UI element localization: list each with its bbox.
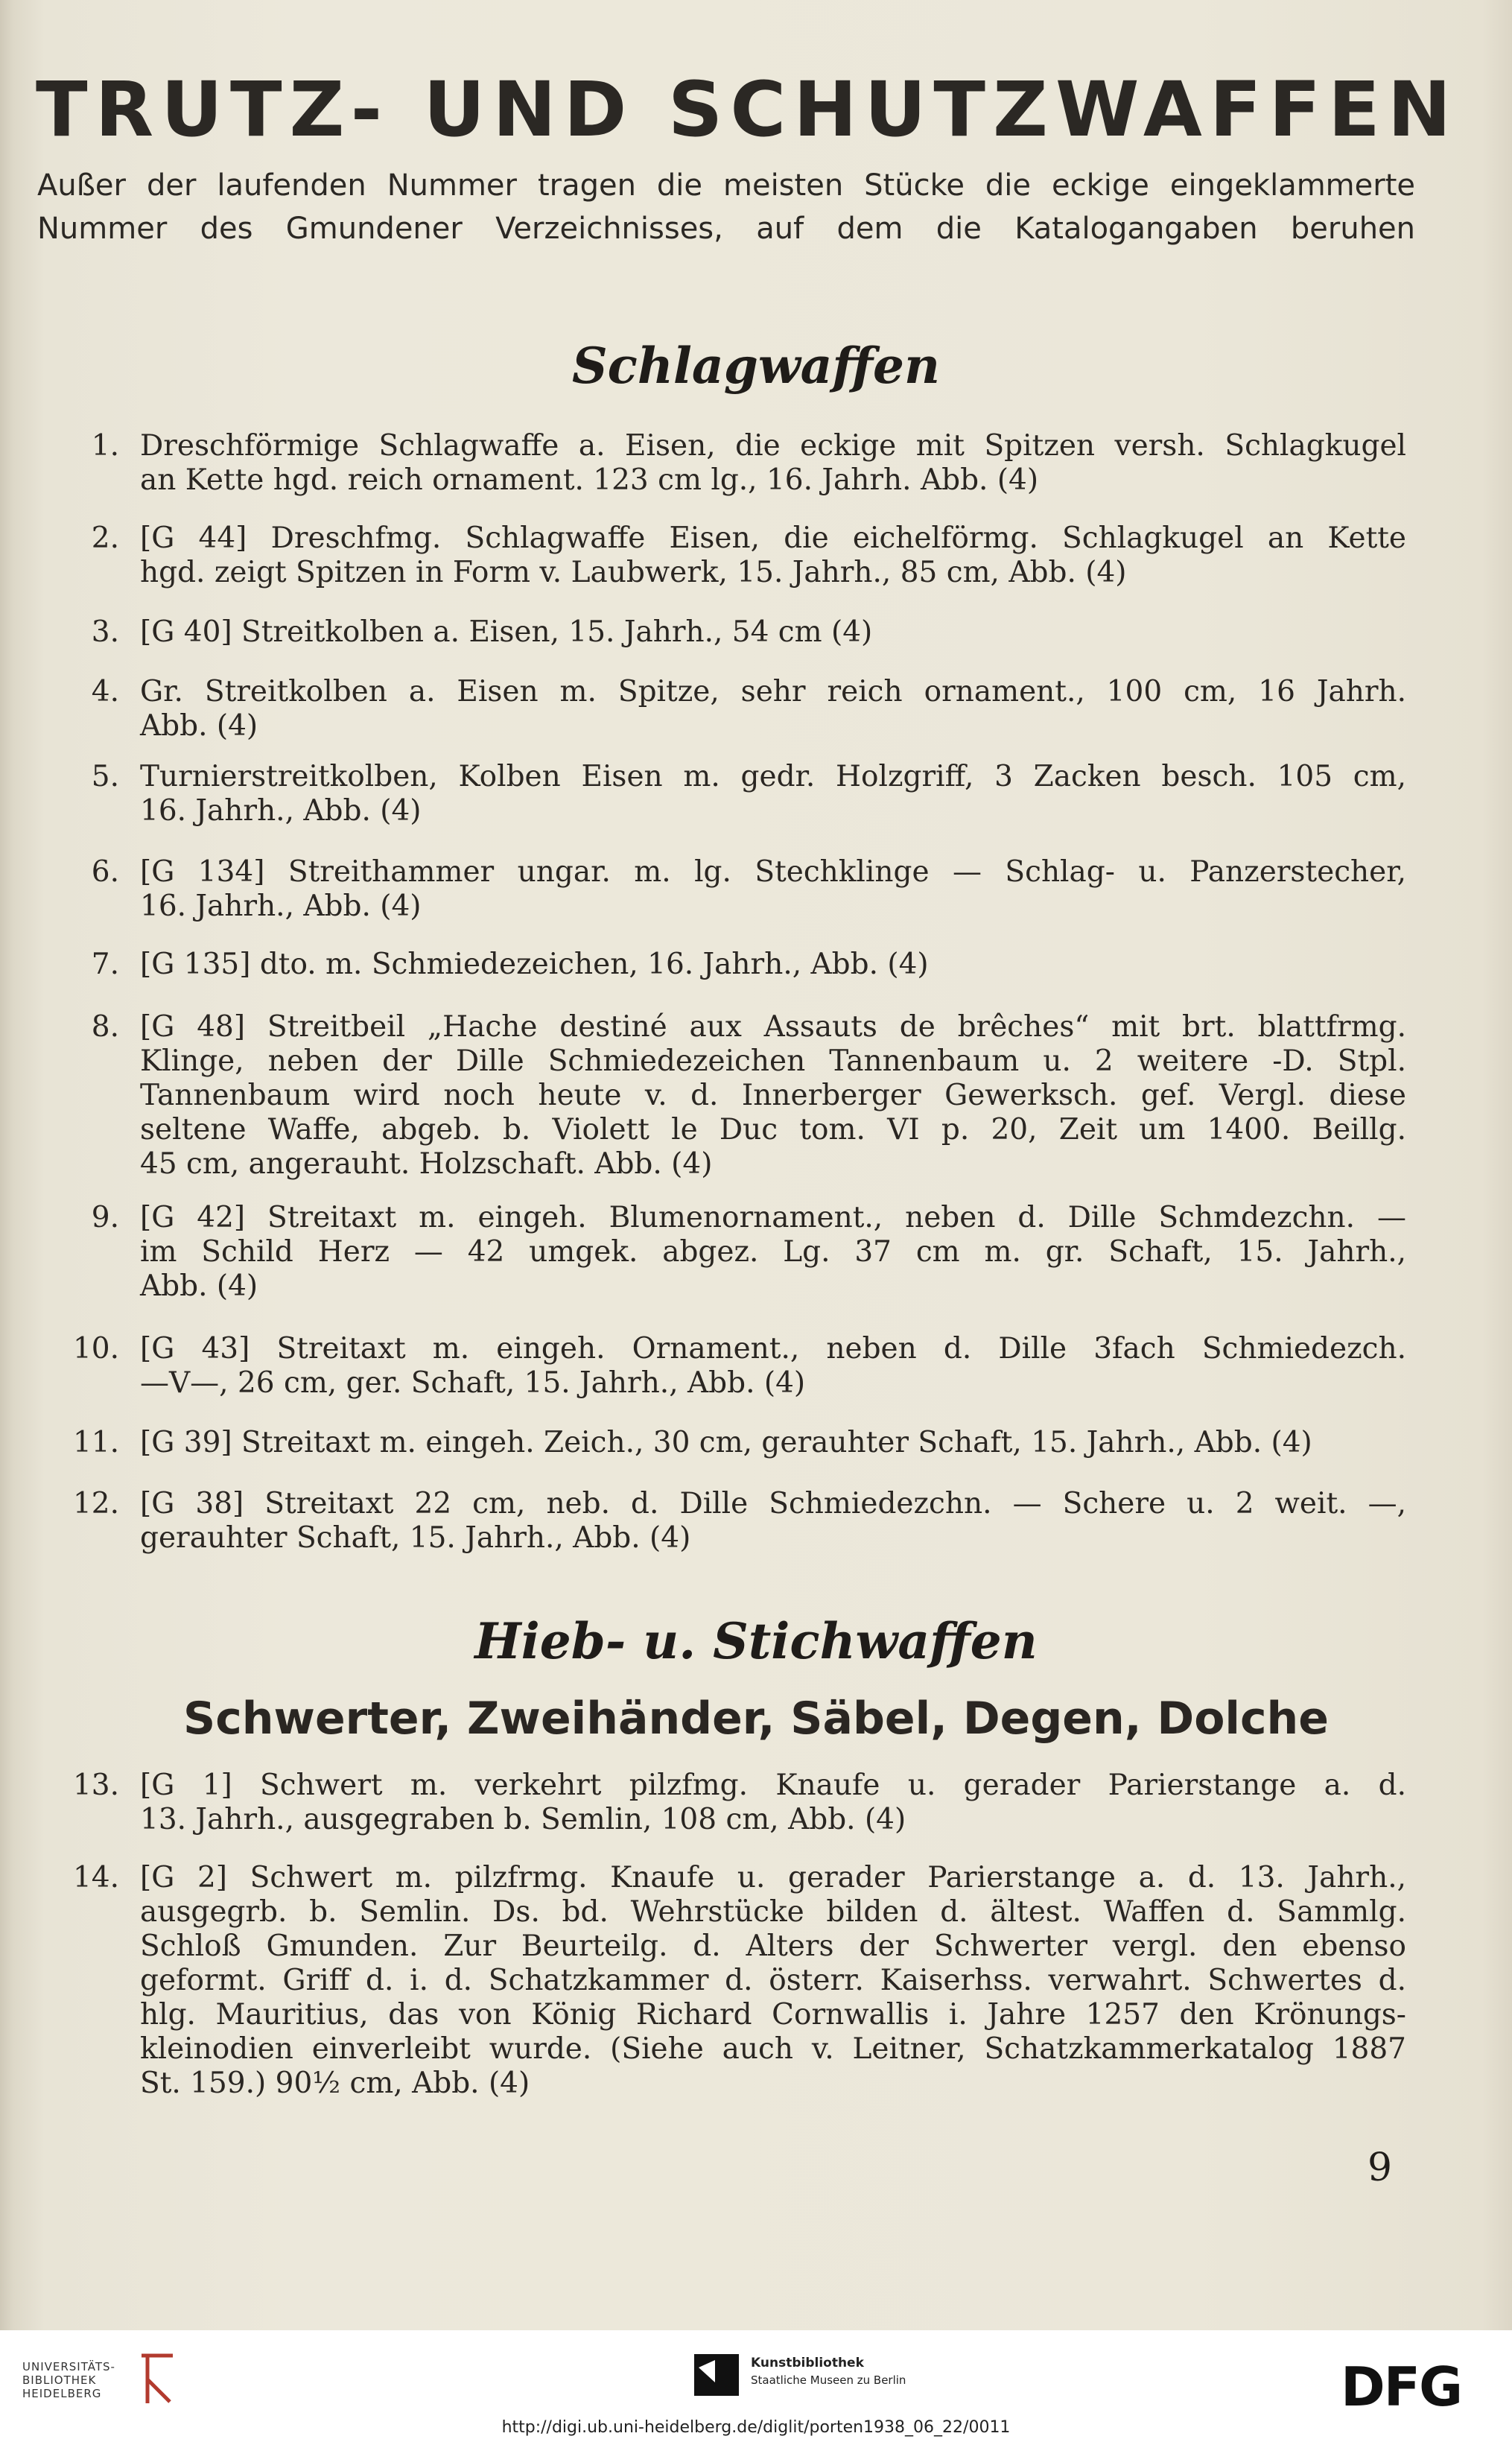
entry-line: [G 40] Streitkolben a. Eisen, 15. Jahrh., 54 cm (4): [140, 615, 873, 649]
entry-number: 2.: [91, 521, 119, 555]
entry-text: [140, 1201, 1406, 1304]
page-title: TRUTZ- UND SCHUTZWAFFEN: [36, 66, 1459, 154]
entry-text: [140, 429, 1406, 498]
entry-number: 8.: [91, 1010, 119, 1044]
entry-line: [G 1] Schwert m. verkehrt pilzfmg. Knaufe u. gerader Parierstange a. d.: [140, 1769, 1406, 1802]
entry-number: 6.: [91, 855, 119, 889]
entry-text: [140, 1487, 1406, 1555]
entry-line: —V—, 26 cm, ger. Schaft, 15. Jahrh., Abb. (4): [140, 1366, 806, 1400]
entry-line: [G 38] Streitaxt 22 cm, neb. d. Dille Schmiedezchn. — Schere u. 2 weit. —,: [140, 1487, 1406, 1520]
entry-line: hlg. Mauritius, das von König Richard Cornwallis i. Jahre 1257 den Krönungs-: [140, 1998, 1406, 2032]
entry-line: Abb. (4): [140, 709, 258, 743]
entry-text: [140, 675, 1406, 743]
entry-line: Schloß Gmunden. Zur Beurteilg. d. Alters der Schwerter vergl. den ebenso: [140, 1929, 1406, 1963]
entry-number: 12.: [72, 1487, 119, 1520]
entry-line: hgd. zeigt Spitzen in Form v. Laubwerk, 15. Jahrh., 85 cm, Abb. (4): [140, 556, 1127, 589]
entry-line: Turnierstreitkolben, Kolben Eisen m. gedr. Holzgriff, 3 Zacken besch. 105 cm,: [140, 760, 1406, 793]
university-line: UNIVERSITÄTS-: [22, 2360, 115, 2373]
entry-line: Dreschförmige Schlagwaffe a. Eisen, die eckige mit Spitzen versh. Schlagkugel: [140, 429, 1406, 463]
entry-line: [G 2] Schwert m. pilzfrmg. Knaufe u. gerader Parierstange a. d. 13. Jahrh.,: [140, 1861, 1406, 1894]
entry-line: kleinodien einverleibt wurde. (Siehe auch v. Leitner, Schatzkammerkatalog 1887: [140, 2032, 1406, 2066]
section-subheading: Schwerter, Zweihänder, Säbel, Degen, Dolche: [183, 1693, 1329, 1745]
entry-text: [140, 1426, 1406, 1460]
entry-number: 11.: [72, 1426, 119, 1459]
library-title: Kunstbibliothek: [751, 2356, 864, 2370]
entry-line: [G 134] Streithammer ungar. m. lg. Stechklinge — Schlag- u. Panzerstecher,: [140, 855, 1406, 889]
university-line: BIBLIOTHEK: [22, 2373, 97, 2387]
entry-text: [140, 521, 1406, 590]
entry-line: Tannenbaum wird noch heute v. d. Innerberger Gewerksch. gef. Vergl. diese: [140, 1079, 1406, 1112]
entry-line: gerauhter Schaft, 15. Jahrh., Abb. (4): [140, 1521, 691, 1555]
entry-line: Abb. (4): [140, 1269, 258, 1303]
entry-line: 13. Jahrh., ausgegraben b. Semlin, 108 cm, Abb. (4): [140, 1803, 906, 1836]
entry-number: 3.: [91, 615, 119, 649]
entry-line: im Schild Herz — 42 umgek. abgez. Lg. 37 cm m. gr. Schaft, 15. Jahrh.,: [140, 1235, 1406, 1269]
intro-line: Außer der laufenden Nummer tragen die meisten Stücke die eckige eingeklammerte: [37, 168, 1415, 203]
footer-bar: [0, 2330, 1512, 2442]
entry-text: [140, 1769, 1406, 1837]
entry-line: [G 44] Dreschfmg. Schlagwaffe Eisen, die eichelförmg. Schlagkugel an Kette: [140, 521, 1406, 555]
section-heading-schlagwaffen: Schlagwaffen: [572, 337, 940, 395]
entry-line: Gr. Streitkolben a. Eisen m. Spitze, sehr reich ornament., 100 cm, 16 Jahrh.: [140, 675, 1406, 708]
entry-line: [G 42] Streitaxt m. eingeh. Blumenornament., neben d. Dille Schmdezchn. —: [140, 1201, 1406, 1234]
dfg-logo: DFG: [1341, 2356, 1462, 2418]
entry-number: 10.: [72, 1332, 119, 1366]
entry-number: 7.: [91, 948, 119, 981]
kunstbibliothek-label: [751, 2356, 906, 2387]
entry-line: St. 159.) 90½ cm, Abb. (4): [140, 2067, 530, 2100]
entry-line: 16. Jahrh., Abb. (4): [140, 794, 422, 828]
entry-text: [140, 855, 1406, 924]
section-heading-hieb-stichwaffen: Hieb- u. Stichwaffen: [474, 1612, 1038, 1670]
entry-line: [G 39] Streitaxt m. eingeh. Zeich., 30 cm, gerauhter Schaft, 15. Jahrh., Abb. (4): [140, 1426, 1312, 1459]
entry-line: an Kette hgd. reich ornament. 123 cm lg., 16. Jahrh. Abb. (4): [140, 463, 1039, 497]
page-number: 9: [1368, 2146, 1393, 2190]
entry-number: 14.: [72, 1861, 119, 1894]
entry-line: ausgegrb. b. Semlin. Ds. bd. Wehrstücke bilden d. ältest. Waffen d. Sammlg.: [140, 1895, 1406, 1929]
source-url[interactable]: http://digi.ub.uni-heidelberg.de/diglit/porten1938_06_22/0011: [501, 2418, 1011, 2437]
entry-number: 9.: [91, 1201, 119, 1234]
entry-number: 13.: [72, 1769, 119, 1802]
university-line: HEIDELBERG: [22, 2387, 102, 2400]
entry-text: [140, 615, 1406, 650]
entry-number: 4.: [91, 675, 119, 708]
entry-text: [140, 760, 1406, 828]
entry-line: 45 cm, angerauht. Holzschaft. Abb. (4): [140, 1147, 713, 1181]
entry-line: [G 135] dto. m. Schmiedezeichen, 16. Jahrh., Abb. (4): [140, 948, 929, 981]
intro-line: Nummer des Gmundener Verzeichnisses, auf dem die Katalogangaben beruhen: [37, 212, 1415, 246]
university-logo-icon: [134, 2350, 179, 2409]
intro-paragraph: [37, 164, 1415, 250]
entry-line: Klinge, neben der Dille Schmiedezeichen Tannenbaum u. 2 weitere -D. Stpl.: [140, 1044, 1406, 1078]
entry-line: [G 48] Streitbeil „Hache destiné aux Assauts de brêches“ mit brt. blattfrmg.: [140, 1010, 1406, 1044]
entry-text: [140, 1010, 1406, 1182]
entry-line: geformt. Griff d. i. d. Schatzkammer d. österr. Kaiserhss. verwahrt. Schwertes d.: [140, 1964, 1406, 1997]
entry-line: [G 43] Streitaxt m. eingeh. Ornament., neben d. Dille 3fach Schmiedezch.: [140, 1332, 1406, 1366]
entry-line: seltene Waffe, abgeb. b. Violett le Duc tom. VI p. 20, Zeit um 1400. Beillg.: [140, 1113, 1406, 1147]
library-subtitle: Staatliche Museen zu Berlin: [751, 2373, 906, 2387]
kunstbibliothek-logo-icon: [693, 2353, 740, 2397]
entry-number: 1.: [91, 429, 119, 463]
entry-number: 5.: [91, 760, 119, 793]
entry-text: [140, 948, 1406, 982]
entry-line: 16. Jahrh., Abb. (4): [140, 889, 422, 923]
entry-text: [140, 1332, 1406, 1401]
university-library-name: [22, 2360, 115, 2400]
entry-text: [140, 1861, 1406, 2101]
